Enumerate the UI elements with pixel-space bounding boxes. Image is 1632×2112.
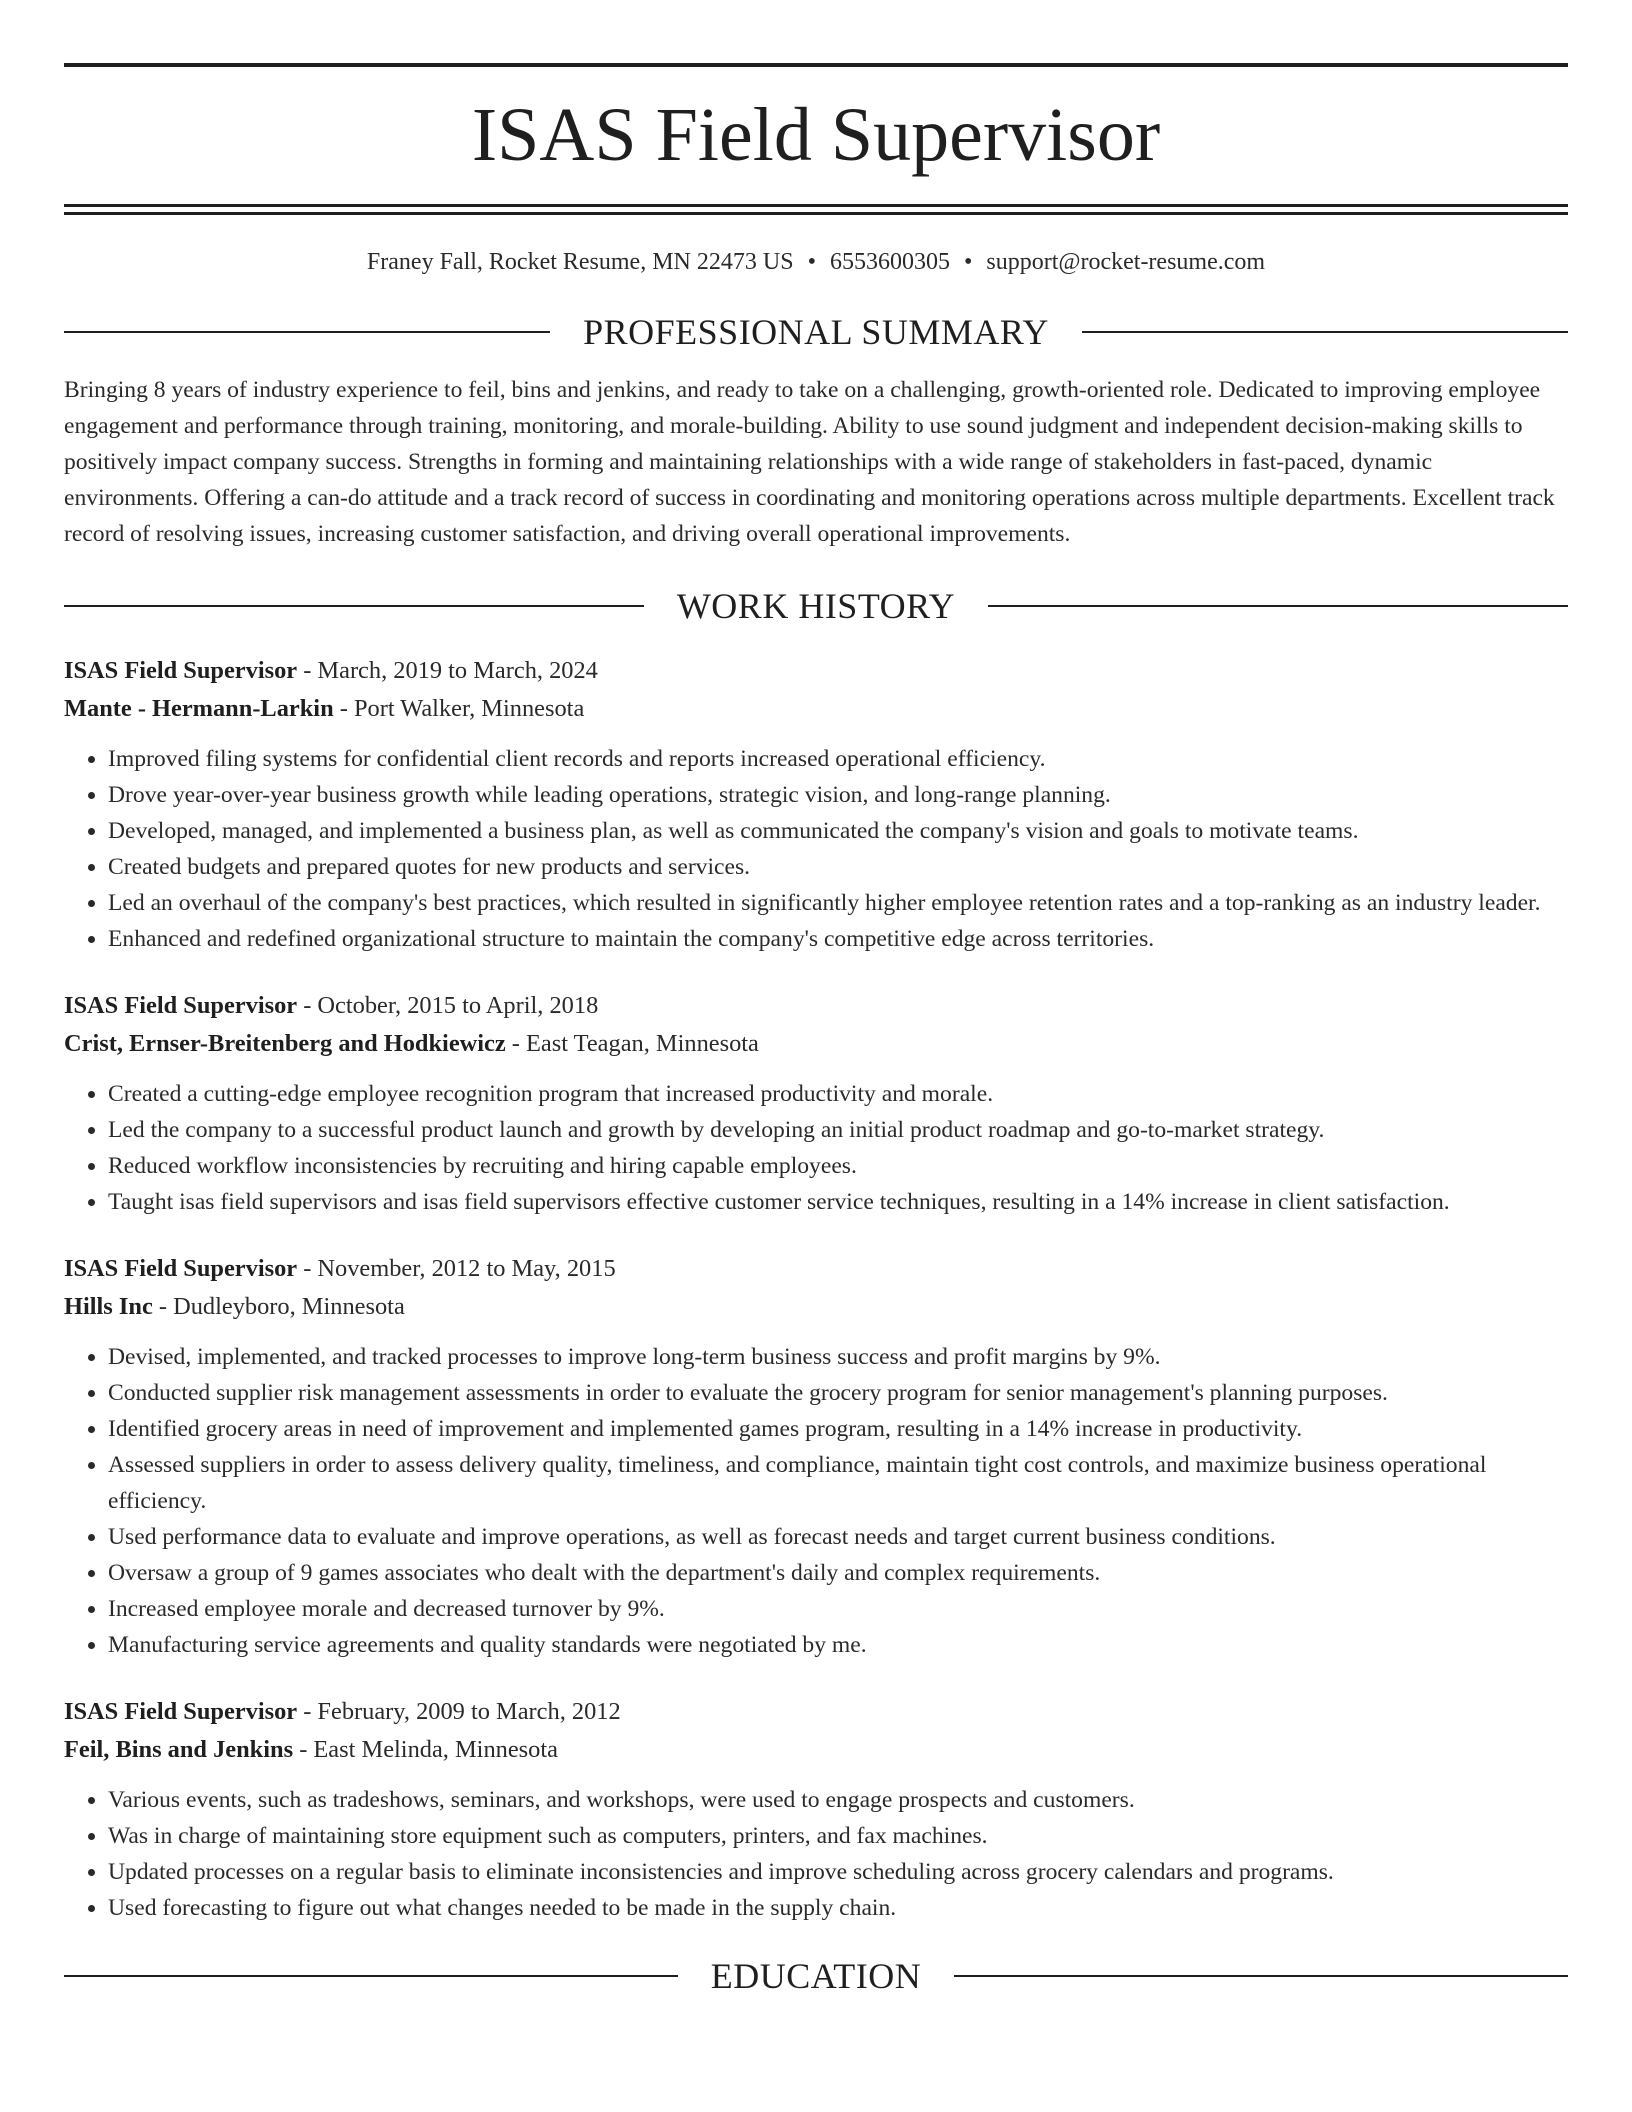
job-entry bbox=[64, 652, 1568, 957]
section-rule bbox=[988, 605, 1568, 607]
job-role: ISAS Field Supervisor bbox=[64, 1255, 298, 1282]
job-company-line bbox=[64, 1731, 1568, 1769]
job-company: Feil, Bins and Jenkins bbox=[64, 1736, 294, 1763]
job-title-line bbox=[64, 1250, 1568, 1288]
job-bullet: • Used forecasting to figure out what changes needed to be made in the supply chain. bbox=[108, 1890, 1568, 1926]
job-entry bbox=[64, 1693, 1568, 1926]
job-bullet: • Enhanced and redefined organizational structure to maintain the company's competitive edge across territories. bbox=[108, 921, 1568, 957]
job-bullets bbox=[64, 1782, 1568, 1926]
job-dates: - February, 2009 to March, 2012 bbox=[297, 1698, 621, 1725]
job-bullet: • Various events, such as tradeshows, seminars, and workshops, were used to engage prospects and customers. bbox=[108, 1782, 1568, 1818]
job-bullet: • Oversaw a group of 9 games associates who dealt with the department's daily and complex requirements. bbox=[108, 1555, 1568, 1591]
job-company-line bbox=[64, 690, 1568, 728]
job-bullet: • Manufacturing service agreements and quality standards were negotiated by me. bbox=[108, 1627, 1568, 1663]
page-title: ISAS Field Supervisor bbox=[471, 93, 1161, 177]
section-rule bbox=[64, 605, 644, 607]
job-bullet: • Used performance data to evaluate and improve operations, as well as forecast needs and target current business conditions. bbox=[108, 1519, 1568, 1555]
education-section-header bbox=[64, 1956, 1568, 1996]
section-rule bbox=[1082, 331, 1568, 333]
summary-section-title: PROFESSIONAL SUMMARY bbox=[583, 312, 1049, 352]
job-company: Crist, Ernser-Breitenberg and Hodkiewicz bbox=[64, 1030, 506, 1057]
section-rule bbox=[954, 1975, 1568, 1977]
job-role: ISAS Field Supervisor bbox=[64, 657, 298, 684]
job-location: - East Teagan, Minnesota bbox=[505, 1030, 759, 1057]
job-entry bbox=[64, 1250, 1568, 1663]
section-rule bbox=[64, 1975, 678, 1977]
job-title-line bbox=[64, 987, 1568, 1025]
job-bullet: • Was in charge of maintaining store equipment such as computers, printers, and fax machines. bbox=[108, 1818, 1568, 1854]
job-title-line bbox=[64, 652, 1568, 690]
job-bullet: • Led an overhaul of the company's best practices, which resulted in significantly higher employee retention rates and a top-ranking as an industry leader. bbox=[108, 885, 1568, 921]
job-company-line bbox=[64, 1288, 1568, 1326]
contact-address: Franey Fall, Rocket Resume, MN 22473 US bbox=[366, 249, 794, 275]
contact-separator: • bbox=[963, 249, 973, 275]
job-dates: - October, 2015 to April, 2018 bbox=[297, 992, 599, 1019]
job-bullet: • Updated processes on a regular basis to eliminate inconsistencies and improve scheduling across grocery calendars and programs. bbox=[108, 1854, 1568, 1890]
job-company-line bbox=[64, 1025, 1568, 1063]
header-double-rule bbox=[64, 204, 1568, 215]
education-section-title: EDUCATION bbox=[710, 1956, 922, 1996]
job-bullet: • Improved filing systems for confidential client records and reports increased operational efficiency. bbox=[108, 741, 1568, 777]
work-history-section-title: WORK HISTORY bbox=[676, 586, 956, 626]
job-company: Mante - Hermann-Larkin bbox=[64, 695, 334, 722]
job-bullet: • Developed, managed, and implemented a business plan, as well as communicated the company's vision and goals to motivate teams. bbox=[108, 813, 1568, 849]
job-bullet: • Taught isas field supervisors and isas field supervisors effective customer service techniques, resulting in a 14% increase in client satisfaction. bbox=[108, 1184, 1568, 1220]
job-bullets bbox=[64, 1076, 1568, 1220]
summary-section-header bbox=[64, 312, 1568, 352]
contact-line bbox=[64, 246, 1568, 278]
job-dates: - March, 2019 to March, 2024 bbox=[297, 657, 598, 684]
job-bullet: • Led the company to a successful product launch and growth by developing an initial product roadmap and go-to-market strategy. bbox=[108, 1112, 1568, 1148]
job-location: - East Melinda, Minnesota bbox=[293, 1736, 558, 1763]
job-dates: - November, 2012 to May, 2015 bbox=[297, 1255, 616, 1282]
job-bullet: • Reduced workflow inconsistencies by recruiting and hiring capable employees. bbox=[108, 1148, 1568, 1184]
header-top-rule bbox=[64, 63, 1568, 67]
job-location: - Dudleyboro, Minnesota bbox=[152, 1293, 405, 1320]
contact-phone: 6553600305 bbox=[829, 249, 950, 275]
contact-separator: • bbox=[807, 249, 816, 275]
contact-email: support@rocket-resume.com bbox=[986, 249, 1266, 275]
job-bullet: • Devised, implemented, and tracked processes to improve long-term business success and profit margins by 9%. bbox=[108, 1339, 1568, 1375]
job-bullet: • Identified grocery areas in need of improvement and implemented games program, resulting in a 14% increase in productivity. bbox=[108, 1411, 1568, 1447]
summary-text: Bringing 8 years of industry experience to feil, bins and jenkins, and ready to take on a challenging, growth-oriented role. Dedicated to improving employee engagement and performance through training, monitoring, and morale-building. Ability to use sound judgment and independent decision-making skills to positively impact company success. Strengths in forming and maintaining relationships with a wide range of stakeholders in fast-paced, dynamic environments. Offering a can-do attitude and a track record of success in coordinating and monitoring operations across multiple departments. Excellent track record of resolving issues, increasing customer satisfaction, and driving overall operational improvements. bbox=[64, 377, 1555, 547]
job-entry bbox=[64, 987, 1568, 1220]
job-bullet: • Created a cutting-edge employee recognition program that increased productivity and morale. bbox=[108, 1076, 1568, 1112]
job-bullets bbox=[64, 741, 1568, 957]
job-bullet: • Assessed suppliers in order to assess delivery quality, timeliness, and compliance, maintain tight cost controls, and maximize business operational efficiency. bbox=[108, 1447, 1568, 1519]
job-role: ISAS Field Supervisor bbox=[64, 1698, 298, 1725]
job-bullet: • Created budgets and prepared quotes for new products and services. bbox=[108, 849, 1568, 885]
section-rule bbox=[64, 331, 550, 333]
job-company: Hills Inc bbox=[64, 1293, 153, 1320]
job-role: ISAS Field Supervisor bbox=[64, 992, 298, 1019]
work-history-section-header bbox=[64, 586, 1568, 626]
job-bullet: • Increased employee morale and decreased turnover by 9%. bbox=[108, 1591, 1568, 1627]
job-bullet: • Drove year-over-year business growth while leading operations, strategic vision, and long-range planning. bbox=[108, 777, 1568, 813]
job-bullets bbox=[64, 1339, 1568, 1663]
job-title-line bbox=[64, 1693, 1568, 1731]
job-location: - Port Walker, Minnesota bbox=[333, 695, 585, 722]
job-bullet: • Conducted supplier risk management assessments in order to evaluate the grocery program for senior management's planning purposes. bbox=[108, 1375, 1568, 1411]
